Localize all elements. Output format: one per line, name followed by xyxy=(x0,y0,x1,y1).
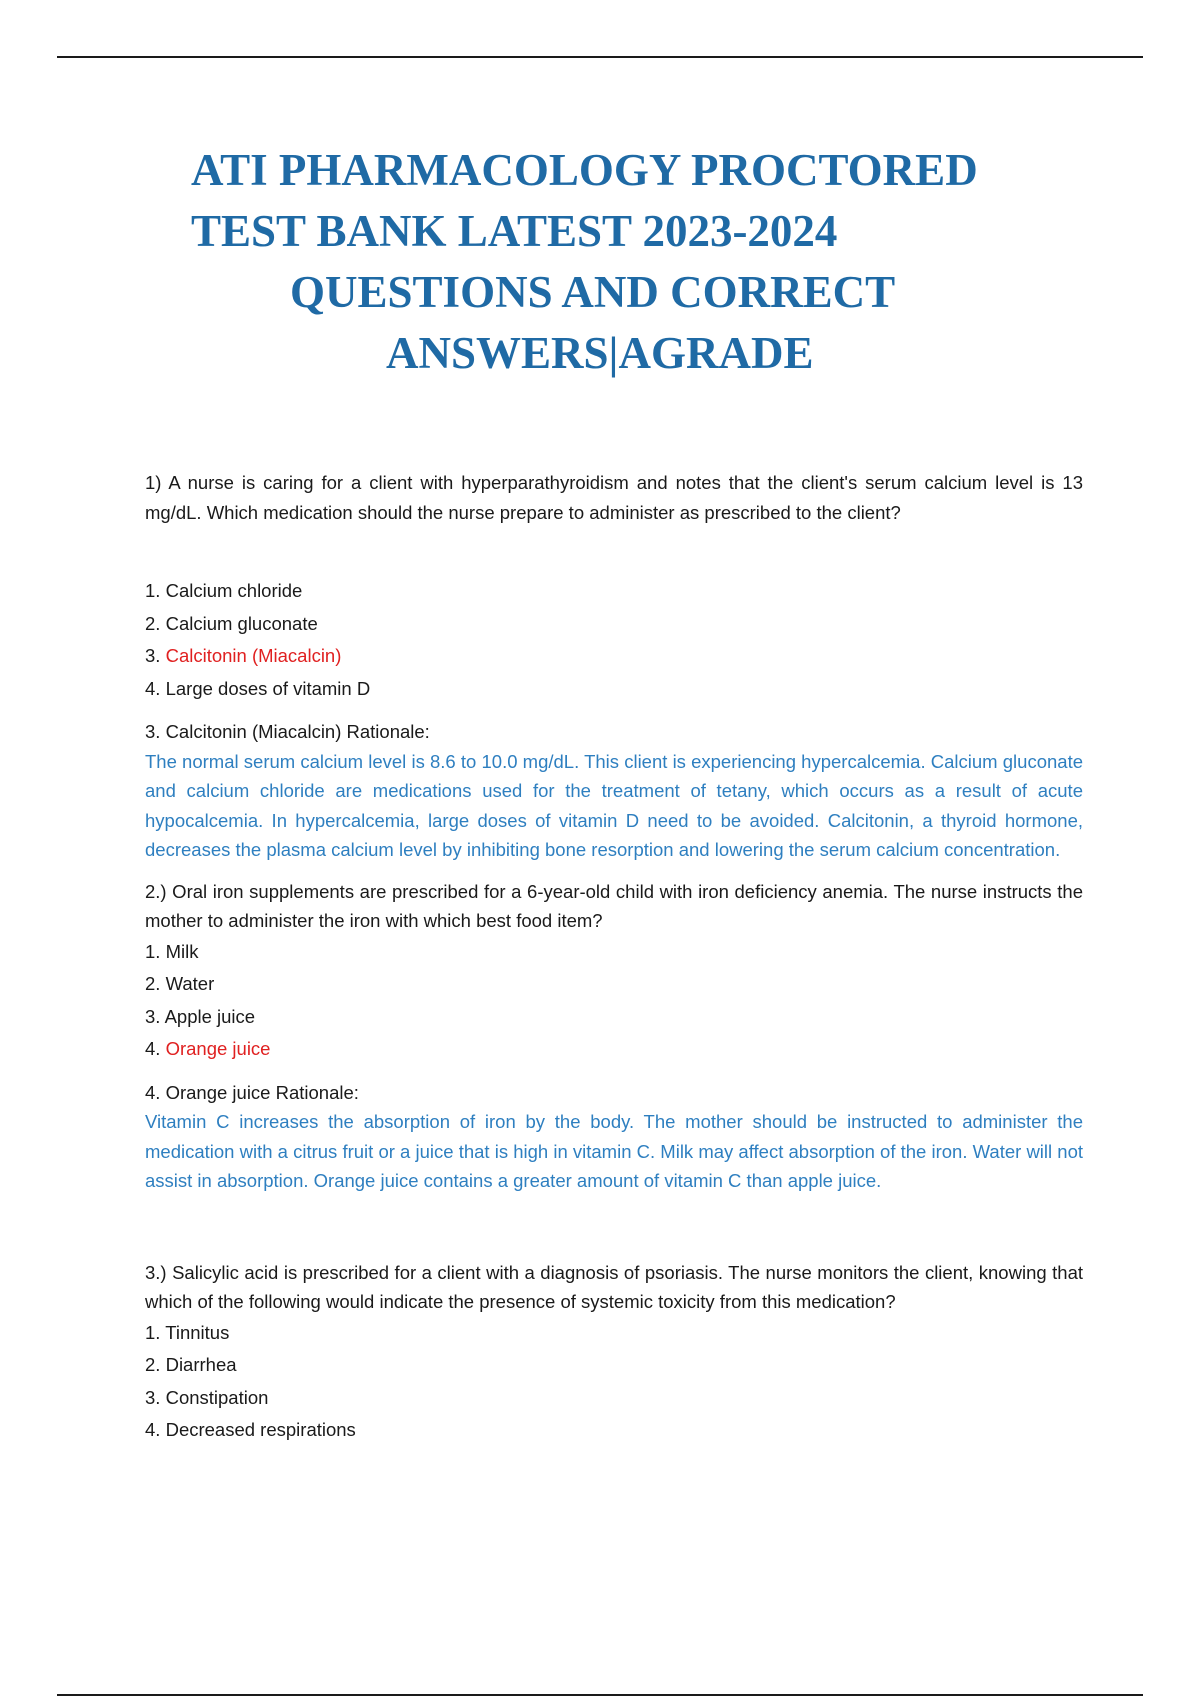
option-text: Water xyxy=(165,973,215,994)
rationale-heading: 4. Orange juice Rationale: xyxy=(145,1081,359,1103)
correct-option-text: Orange juice xyxy=(165,1038,271,1059)
question-prompt: 3.) Salicylic acid is prescribed for a client with a diagnosis of psoriasis. The nurse monitors the client, knowing that which of the following would indicate the presence of systemic toxicity from this medication? xyxy=(145,1261,1083,1312)
answer-option xyxy=(145,608,1083,641)
answer-option xyxy=(145,673,1083,706)
rationale-heading: 3. Calcitonin (Miacalcin) Rationale: xyxy=(145,721,430,742)
option-number: 4. xyxy=(145,677,161,699)
answer-options xyxy=(145,575,1083,705)
top-rule xyxy=(57,56,1143,58)
option-text: Decreased respirations xyxy=(165,1419,356,1440)
question-prompt: 1) A nurse is caring for a client with hyperparathyroidism and notes that the client's serum calcium level is 13 mg/dL. Which medication should the nurse prepare to administer as prescribed to the client? xyxy=(145,472,1083,523)
rationale-text: Vitamin C increases the absorption of iron by the body. The mother should be instructed to administer the medication with a citrus fruit or a juice that is high in vitamin C. Milk may affect absorption of the iron. Water will not assist in absorption. Orange juice contains a greater amount of vitamin C than apple juice. xyxy=(145,1111,1083,1191)
correct-option-text: Calcitonin (Miacalcin) xyxy=(165,645,342,666)
answer-option xyxy=(145,640,1083,673)
option-text: Tinnitus xyxy=(165,1321,230,1343)
option-number: 3. xyxy=(145,1386,161,1408)
option-number: 2. xyxy=(145,1354,161,1375)
option-number: 4. xyxy=(145,1419,161,1440)
option-number: 3. xyxy=(145,1005,161,1027)
answer-option xyxy=(145,1033,1083,1066)
question-list xyxy=(145,468,1083,1447)
bottom-rule xyxy=(57,1694,1143,1696)
answer-option xyxy=(145,1001,1083,1034)
option-text: Milk xyxy=(165,940,199,962)
answer-option xyxy=(145,575,1083,608)
answer-option xyxy=(145,968,1083,1001)
document-title xyxy=(0,140,1200,384)
option-number: 2. xyxy=(145,612,161,634)
answer-option xyxy=(145,1414,1083,1447)
answer-option xyxy=(145,1382,1083,1415)
option-text: Diarrhea xyxy=(165,1354,237,1375)
answer-option xyxy=(145,1317,1083,1350)
answer-option xyxy=(145,936,1083,969)
option-number: 2. xyxy=(145,973,161,994)
option-text: Constipation xyxy=(165,1386,269,1408)
question-1 xyxy=(145,468,1083,865)
answer-options xyxy=(145,1317,1083,1447)
answer-options xyxy=(145,936,1083,1066)
option-text: Large doses of vitamin D xyxy=(165,677,371,699)
title-line: ATI PHARMACOLOGY PROCTORED xyxy=(191,145,978,195)
option-number: 3. xyxy=(145,645,161,666)
question-2 xyxy=(145,877,1083,1196)
option-number: 1. xyxy=(145,940,161,962)
title-line: TEST BANK LATEST 2023-2024 xyxy=(191,206,838,256)
title-line: QUESTIONS AND CORRECT xyxy=(290,267,896,317)
question-3 xyxy=(145,1258,1083,1447)
title-line: ANSWERS|AGRADE xyxy=(386,328,814,378)
option-text: Apple juice xyxy=(164,1005,256,1027)
question-prompt: 2.) Oral iron supplements are prescribed for a 6-year-old child with iron deficiency anemia. The nurse instructs the mother to administer the iron with which best food item? xyxy=(145,880,1083,931)
option-number: 1. xyxy=(145,1321,161,1343)
answer-option xyxy=(145,1349,1083,1382)
rationale-text: The normal serum calcium level is 8.6 to 10.0 mg/dL. This client is experiencing hypercalcemia. Calcium gluconate and calcium chloride are medications used for the treatment of tetany, which occurs as a result of acute hypocalcemia. In hypercalcemia, large doses of vitamin D need to be avoided. Calcitonin, a thyroid hormone, decreases the plasma calcium level by inhibiting bone resorption and lowering the serum calcium concentration. xyxy=(145,750,1083,860)
option-text: Calcium chloride xyxy=(165,580,303,601)
option-number: 4. xyxy=(145,1038,161,1059)
option-number: 1. xyxy=(145,580,161,601)
option-text: Calcium gluconate xyxy=(165,612,318,634)
